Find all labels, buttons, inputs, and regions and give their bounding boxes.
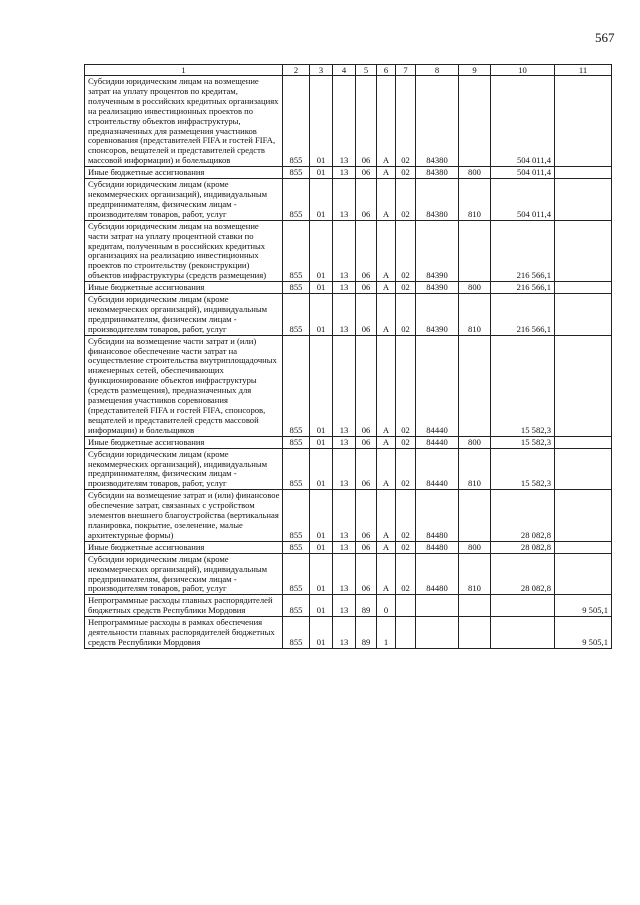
- cell-c3: 01: [310, 436, 333, 448]
- cell-c9: [459, 335, 491, 436]
- cell-c6: А: [377, 167, 396, 179]
- table-row: [85, 294, 612, 336]
- cell-c8: [416, 617, 459, 649]
- cell-c11: [555, 553, 612, 595]
- cell-c2: 855: [283, 220, 310, 281]
- cell-c10: 28 082,8: [491, 553, 555, 595]
- cell-c3: 01: [310, 595, 333, 617]
- cell-c8: 84390: [416, 220, 459, 281]
- cell-c7: 02: [396, 282, 416, 294]
- cell-c7: 02: [396, 179, 416, 221]
- cell-c2: 855: [283, 595, 310, 617]
- cell-c6: А: [377, 294, 396, 336]
- cell-c4: 13: [333, 167, 356, 179]
- row-name-cell: Субсидии на возмещение затрат и (или) финансовое обеспечение затрат, связанных с устройством элементов внешнего благоустройства (вертикальная планировка, покрытие, озеленение, малые архитектурные формы): [85, 490, 283, 542]
- cell-c9: 810: [459, 448, 491, 490]
- table-row: [85, 448, 612, 490]
- column-header: 2: [283, 65, 310, 76]
- cell-c7: 02: [396, 490, 416, 542]
- table-row: [85, 220, 612, 281]
- cell-c3: 01: [310, 294, 333, 336]
- column-header: 4: [333, 65, 356, 76]
- cell-c10: 216 566,1: [491, 282, 555, 294]
- cell-c10: 216 566,1: [491, 294, 555, 336]
- table-row: [85, 167, 612, 179]
- cell-c10: [491, 595, 555, 617]
- cell-c8: 84480: [416, 541, 459, 553]
- cell-c5: 89: [356, 595, 377, 617]
- cell-c4: 13: [333, 617, 356, 649]
- cell-c11: [555, 294, 612, 336]
- cell-c9: [459, 490, 491, 542]
- cell-c3: 01: [310, 335, 333, 436]
- cell-c3: 01: [310, 541, 333, 553]
- column-header: 1: [85, 65, 283, 76]
- cell-c3: 01: [310, 553, 333, 595]
- header-row: [85, 65, 612, 76]
- cell-c6: А: [377, 553, 396, 595]
- cell-c4: 13: [333, 179, 356, 221]
- cell-c2: 855: [283, 490, 310, 542]
- cell-c2: 855: [283, 179, 310, 221]
- cell-c11: [555, 448, 612, 490]
- column-header: 5: [356, 65, 377, 76]
- cell-c9: 810: [459, 179, 491, 221]
- table-row: [85, 76, 612, 167]
- cell-c3: 01: [310, 167, 333, 179]
- column-header: 6: [377, 65, 396, 76]
- cell-c9: 800: [459, 282, 491, 294]
- cell-c2: 855: [283, 448, 310, 490]
- cell-c8: 84440: [416, 448, 459, 490]
- cell-c4: 13: [333, 595, 356, 617]
- table-row: [85, 179, 612, 221]
- row-name-cell: Непрограммные расходы в рамках обеспечения деятельности главных распорядителей бюджетных средств Республики Мордовия: [85, 617, 283, 649]
- row-name-cell: Субсидии юридическим лицам (кроме некоммерческих организаций), индивидуальным предпринимателям, физическим лицам - производителям товаров, работ, услуг: [85, 294, 283, 336]
- cell-c5: 06: [356, 553, 377, 595]
- cell-c5: 06: [356, 448, 377, 490]
- cell-c3: 01: [310, 490, 333, 542]
- cell-c9: 810: [459, 294, 491, 336]
- column-header: 3: [310, 65, 333, 76]
- cell-c5: 06: [356, 76, 377, 167]
- cell-c5: 06: [356, 179, 377, 221]
- cell-c9: [459, 76, 491, 167]
- cell-c5: 06: [356, 541, 377, 553]
- cell-c7: 02: [396, 76, 416, 167]
- cell-c10: 504 011,4: [491, 76, 555, 167]
- cell-c7: 02: [396, 541, 416, 553]
- cell-c5: 89: [356, 617, 377, 649]
- cell-c3: 01: [310, 179, 333, 221]
- cell-c7: 02: [396, 448, 416, 490]
- cell-c11: [555, 541, 612, 553]
- column-header: 9: [459, 65, 491, 76]
- cell-c10: 504 011,4: [491, 179, 555, 221]
- cell-c9: [459, 595, 491, 617]
- budget-table: [84, 64, 612, 649]
- cell-c2: 855: [283, 76, 310, 167]
- row-name-cell: Иные бюджетные ассигнования: [85, 167, 283, 179]
- table-row: [85, 595, 612, 617]
- table-row: [85, 282, 612, 294]
- cell-c8: 84390: [416, 282, 459, 294]
- column-header: 7: [396, 65, 416, 76]
- cell-c2: 855: [283, 294, 310, 336]
- cell-c8: 84380: [416, 76, 459, 167]
- cell-c2: 855: [283, 553, 310, 595]
- cell-c5: 06: [356, 294, 377, 336]
- cell-c9: 800: [459, 167, 491, 179]
- cell-c4: 13: [333, 76, 356, 167]
- column-header: 11: [555, 65, 612, 76]
- table-row: [85, 490, 612, 542]
- cell-c8: 84440: [416, 335, 459, 436]
- cell-c11: [555, 179, 612, 221]
- table-row: [85, 617, 612, 649]
- cell-c4: 13: [333, 553, 356, 595]
- cell-c4: 13: [333, 436, 356, 448]
- cell-c7: 02: [396, 220, 416, 281]
- cell-c10: 15 582,3: [491, 448, 555, 490]
- row-name-cell: Субсидии на возмещение части затрат и (или) финансовое обеспечение части затрат на осуществление строительства внутриплощадочных инженерных сетей, обеспечивающих функционирование объектов инфраструктуры (средств размещения), предназначенных для размещения участников соревнования (представителей FIFA и гостей FIFA, спонсоров, вещателей и представителей средств массовой информации) и болельщиков: [85, 335, 283, 436]
- row-name-cell: Иные бюджетные ассигнования: [85, 436, 283, 448]
- cell-c4: 13: [333, 448, 356, 490]
- cell-c11: [555, 436, 612, 448]
- cell-c5: 06: [356, 282, 377, 294]
- cell-c2: 855: [283, 282, 310, 294]
- cell-c10: 15 582,3: [491, 335, 555, 436]
- cell-c8: 84440: [416, 436, 459, 448]
- cell-c6: А: [377, 179, 396, 221]
- table-row: [85, 553, 612, 595]
- cell-c10: [491, 617, 555, 649]
- cell-c6: 1: [377, 617, 396, 649]
- cell-c6: 0: [377, 595, 396, 617]
- cell-c10: 216 566,1: [491, 220, 555, 281]
- row-name-cell: Иные бюджетные ассигнования: [85, 541, 283, 553]
- cell-c9: 810: [459, 553, 491, 595]
- cell-c7: 02: [396, 294, 416, 336]
- cell-c5: 06: [356, 167, 377, 179]
- row-name-cell: Иные бюджетные ассигнования: [85, 282, 283, 294]
- cell-c7: [396, 617, 416, 649]
- cell-c2: 855: [283, 617, 310, 649]
- row-name-cell: Субсидии юридическим лицам (кроме некоммерческих организаций), индивидуальным предпринимателям, физическим лицам - производителям товаров, работ, услуг: [85, 179, 283, 221]
- cell-c8: 84480: [416, 490, 459, 542]
- cell-c4: 13: [333, 282, 356, 294]
- cell-c6: А: [377, 282, 396, 294]
- cell-c10: 28 082,8: [491, 490, 555, 542]
- row-name-cell: Субсидии юридическим лицам (кроме некоммерческих организаций), индивидуальным предпринимателям, физическим лицам - производителям товаров, работ, услуг: [85, 448, 283, 490]
- cell-c10: 504 011,4: [491, 167, 555, 179]
- cell-c7: 02: [396, 167, 416, 179]
- cell-c6: А: [377, 448, 396, 490]
- cell-c4: 13: [333, 335, 356, 436]
- cell-c8: 84390: [416, 294, 459, 336]
- cell-c11: [555, 282, 612, 294]
- page-number: 567: [595, 30, 615, 45]
- cell-c5: 06: [356, 436, 377, 448]
- cell-c8: [416, 595, 459, 617]
- cell-c3: 01: [310, 617, 333, 649]
- cell-c11: [555, 335, 612, 436]
- cell-c9: [459, 220, 491, 281]
- cell-c9: 800: [459, 436, 491, 448]
- cell-c4: 13: [333, 294, 356, 336]
- cell-c10: 28 082,8: [491, 541, 555, 553]
- cell-c2: 855: [283, 167, 310, 179]
- row-name-cell: Субсидии юридическим лицам на возмещение затрат на уплату процентов по кредитам, полученным в российских кредитных организациях на реализацию инвестиционных проектов по строительству объектов инфраструктуры, предназначенных для размещения участников соревнования (представителей FIFA и гостей FIFA, спонсоров, вещателей и представителей средств массовой информации) и болельщиков: [85, 76, 283, 167]
- cell-c6: А: [377, 220, 396, 281]
- cell-c11: 9 505,1: [555, 595, 612, 617]
- cell-c3: 01: [310, 76, 333, 167]
- cell-c9: 800: [459, 541, 491, 553]
- row-name-cell: Субсидии юридическим лицам на возмещение части затрат на уплату процентной ставки по кредитам, полученным в российских кредитных организациях на реализацию инвестиционных проектов по строительству (реконструкции) объектов инфраструктуры (средств размещения): [85, 220, 283, 281]
- cell-c10: 15 582,3: [491, 436, 555, 448]
- cell-c11: [555, 490, 612, 542]
- cell-c7: 02: [396, 436, 416, 448]
- cell-c5: 06: [356, 490, 377, 542]
- cell-c6: А: [377, 335, 396, 436]
- cell-c2: 855: [283, 436, 310, 448]
- cell-c6: А: [377, 436, 396, 448]
- cell-c11: [555, 167, 612, 179]
- cell-c4: 13: [333, 490, 356, 542]
- column-header: 8: [416, 65, 459, 76]
- table-row: [85, 541, 612, 553]
- table-row: [85, 335, 612, 436]
- cell-c4: 13: [333, 220, 356, 281]
- cell-c6: А: [377, 490, 396, 542]
- cell-c2: 855: [283, 541, 310, 553]
- column-header: 10: [491, 65, 555, 76]
- cell-c5: 06: [356, 335, 377, 436]
- row-name-cell: Непрограммные расходы главных распорядителей бюджетных средств Республики Мордовия: [85, 595, 283, 617]
- cell-c2: 855: [283, 335, 310, 436]
- table-row: [85, 436, 612, 448]
- cell-c8: 84380: [416, 167, 459, 179]
- cell-c11: [555, 76, 612, 167]
- cell-c3: 01: [310, 282, 333, 294]
- cell-c3: 01: [310, 448, 333, 490]
- cell-c8: 84480: [416, 553, 459, 595]
- cell-c7: 02: [396, 335, 416, 436]
- cell-c6: А: [377, 541, 396, 553]
- cell-c9: [459, 617, 491, 649]
- cell-c7: [396, 595, 416, 617]
- cell-c6: А: [377, 76, 396, 167]
- cell-c3: 01: [310, 220, 333, 281]
- cell-c5: 06: [356, 220, 377, 281]
- cell-c11: 9 505,1: [555, 617, 612, 649]
- cell-c4: 13: [333, 541, 356, 553]
- row-name-cell: Субсидии юридическим лицам (кроме некоммерческих организаций), индивидуальным предпринимателям, физическим лицам - производителям товаров, работ, услуг: [85, 553, 283, 595]
- cell-c11: [555, 220, 612, 281]
- cell-c7: 02: [396, 553, 416, 595]
- cell-c8: 84380: [416, 179, 459, 221]
